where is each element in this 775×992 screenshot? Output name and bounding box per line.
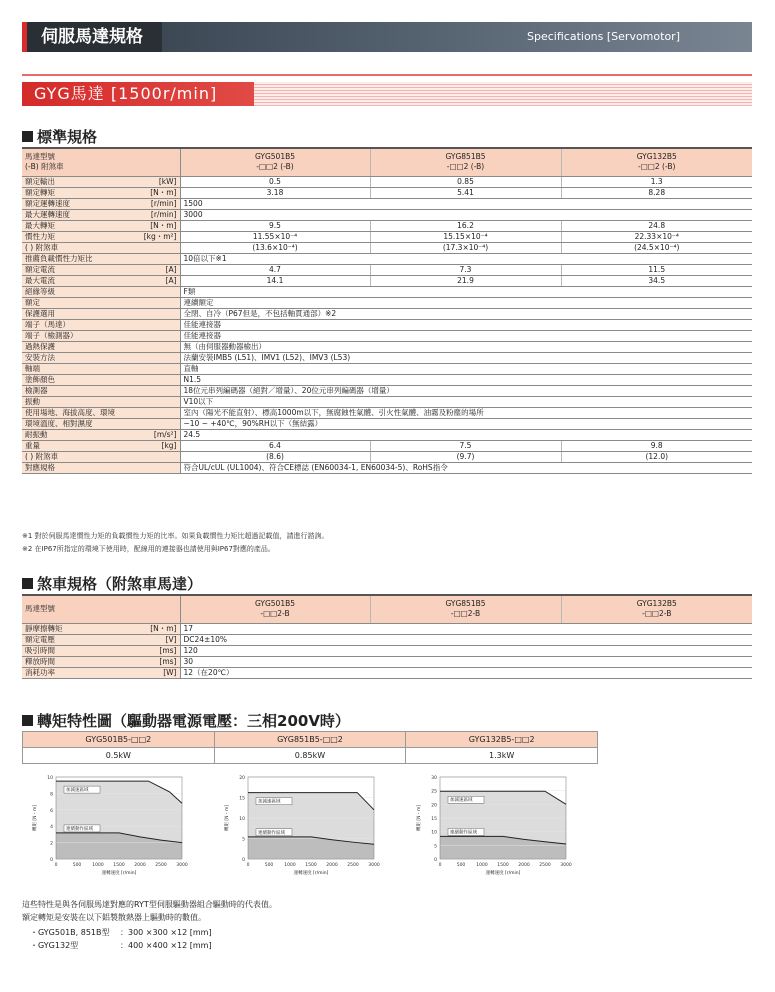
- spec-row: [22, 209, 752, 220]
- y-tick-label: 30: [431, 776, 437, 781]
- spec-row-value: (9.7): [370, 451, 561, 462]
- accel-region-label: 加減速區域: [66, 788, 89, 794]
- y-tick-label: 6: [50, 808, 53, 814]
- spec-row-label: [22, 286, 180, 297]
- spec-row-value: 0.5: [180, 176, 370, 187]
- brake-row-label: [22, 656, 180, 667]
- spec-row: [22, 220, 752, 231]
- spec-row: [22, 176, 752, 187]
- accel-region-label: 加減速區域: [258, 799, 281, 805]
- x-tick-label: 3000: [176, 863, 188, 868]
- row-label-text: 最大電流: [25, 275, 55, 285]
- spec-row-value: 9.8: [561, 440, 752, 451]
- spec-row-label: [22, 198, 180, 209]
- brake-row: [22, 623, 752, 634]
- square-icon: [22, 578, 33, 589]
- spec-row-value: 1.3: [561, 176, 752, 187]
- row-label-text: 環境溫度、相對濕度: [25, 418, 93, 428]
- spec-row: [22, 374, 752, 385]
- row-unit: [ms]: [159, 645, 177, 655]
- header-label-line: (-B) 附煞車: [25, 162, 64, 172]
- spec-row: [22, 363, 752, 374]
- brake-model-1: [180, 595, 370, 623]
- y-tick-label: 0: [242, 858, 245, 863]
- brake-row-label: [22, 667, 180, 678]
- spec-row-value: 1500: [180, 198, 752, 209]
- row-label-text: 靜摩擦轉矩: [25, 623, 63, 633]
- spec-table: [22, 147, 752, 474]
- spec-header-label: [22, 148, 180, 176]
- spec-model-2: [370, 148, 561, 176]
- brake-model-2: [370, 595, 561, 623]
- spec-heading: [22, 126, 97, 147]
- spec-row-value: 佳能連接器: [180, 319, 752, 330]
- row-unit: [m/s²]: [153, 429, 177, 439]
- torque-model-2: GYG851B5-□□2: [214, 732, 406, 748]
- y-tick-label: 25: [431, 789, 437, 795]
- row-label-text: 消耗功率: [25, 667, 55, 677]
- y-tick-label: 8: [50, 792, 53, 798]
- row-label-text: 最大運轉速度: [25, 209, 70, 219]
- brake-row: [22, 634, 752, 645]
- spec-row: [22, 418, 752, 429]
- x-tick-label: 2500: [539, 863, 551, 868]
- brake-row-value: DC24±10%: [180, 634, 752, 645]
- footer-item-model: ・GYG132型: [30, 941, 79, 950]
- spec-row-label: [22, 220, 180, 231]
- spec-row-value: V10以下: [180, 396, 752, 407]
- footer-item-2: [30, 940, 212, 951]
- x-tick-label: 1000: [92, 863, 104, 868]
- row-unit: [W]: [163, 667, 177, 677]
- footer-item-value: ：400 ×400 ×12 [mm]: [120, 941, 212, 950]
- x-tick-label: 0: [54, 863, 58, 868]
- brake-row-value: 120: [180, 645, 752, 656]
- row-unit: [ms]: [159, 656, 177, 666]
- spec-row-value: 22.33×10⁻⁴: [561, 231, 752, 242]
- torque-heading-text: 轉矩特性圖（驅動器電源電壓：三相200V時）: [37, 712, 350, 730]
- spec-row-value: (17.3×10⁻⁴): [370, 242, 561, 253]
- torque-chart-3: [412, 773, 577, 883]
- spec-row-value: N1.5: [180, 374, 752, 385]
- y-tick-label: 4: [50, 825, 53, 831]
- y-tick-label: 0: [434, 858, 437, 863]
- row-label-text: 保護選用: [25, 308, 55, 318]
- row-label-text: 額定轉矩: [25, 187, 55, 197]
- row-label-text: 吸引時間: [25, 645, 55, 655]
- spec-row-value: −10 ~ +40℃，90%RH以下（無結露）: [180, 418, 752, 429]
- torque-heading: [22, 710, 350, 731]
- spec-row-value: (8.6): [180, 451, 370, 462]
- header-label-line: 馬達型號: [25, 604, 55, 614]
- x-tick-label: 2500: [155, 863, 167, 868]
- spec-row-value: 符合UL/cUL (UL1004)、符合CE標誌 (EN60034-1, EN60034-5)、RoHS指令: [180, 462, 752, 473]
- spec-row-value: (12.0): [561, 451, 752, 462]
- spec-row-value: 0.85: [370, 176, 561, 187]
- spec-row: [22, 198, 752, 209]
- row-label-text: 對應規格: [25, 462, 55, 472]
- spec-row-label: [22, 363, 180, 374]
- spec-row: [22, 396, 752, 407]
- y-tick-label: 10: [431, 830, 437, 836]
- spec-row-label: [22, 418, 180, 429]
- continuous-region-label: 連續動作區域: [66, 826, 93, 832]
- spec-row-value: 9.5: [180, 220, 370, 231]
- row-label-text: 推薦負載慣性力矩比: [25, 253, 93, 263]
- row-label-text: 振動: [25, 396, 40, 406]
- y-tick-label: 15: [239, 796, 245, 802]
- brake-heading: [22, 573, 202, 594]
- torque-model-table: [22, 731, 598, 764]
- spec-row-label: [22, 242, 180, 253]
- model-name: GYG132B5: [636, 152, 677, 162]
- row-unit: [kg]: [161, 440, 177, 450]
- spec-row: [22, 385, 752, 396]
- spec-row: [22, 187, 752, 198]
- spec-row-label: [22, 429, 180, 440]
- model-suffix: -□□2 (-B): [256, 162, 294, 172]
- spec-row-label: [22, 374, 180, 385]
- spec-row: [22, 264, 752, 275]
- x-axis-label: 運轉速度 [r/min]: [293, 871, 329, 876]
- x-tick-label: 1500: [113, 863, 125, 868]
- x-tick-label: 3000: [560, 863, 572, 868]
- spec-row-label: [22, 451, 180, 462]
- spec-row: [22, 242, 752, 253]
- brake-row-value: 17: [180, 623, 752, 634]
- x-tick-label: 2000: [134, 863, 146, 868]
- spec-model-1: [180, 148, 370, 176]
- footer-line-1: 這些特性是與各伺服馬達對應的RYT型伺服驅動器組合驅動時的代表值。: [22, 900, 277, 909]
- spec-row-label: [22, 319, 180, 330]
- spec-row-value: 直軸: [180, 363, 752, 374]
- x-tick-label: 1000: [284, 863, 296, 868]
- y-tick-label: 5: [242, 837, 245, 843]
- model-suffix: -□□2 (-B): [638, 162, 676, 172]
- row-label-text: 過熱保護: [25, 341, 55, 351]
- spec-heading-text: 標準規格: [37, 128, 98, 146]
- row-label-text: 耐振動: [25, 429, 48, 439]
- continuous-region-label: 連續動作區域: [450, 830, 477, 836]
- y-axis-label: 轉矩 [N・m]: [225, 804, 230, 832]
- spec-row-value: 11.5: [561, 264, 752, 275]
- spec-row: [22, 462, 752, 473]
- row-unit: [N・m]: [150, 623, 177, 633]
- row-unit: [kg・m²]: [143, 231, 177, 241]
- row-label-text: 重量: [25, 440, 40, 450]
- spec-row-value: 8.28: [561, 187, 752, 198]
- x-axis-label: 運轉速度 [r/min]: [101, 871, 137, 876]
- row-label-text: 額定電壓: [25, 634, 55, 644]
- accel-region-label: 加減速區域: [450, 798, 473, 804]
- spec-row-value: 10倍以下※1: [180, 253, 752, 264]
- model-name: GYG501B5: [254, 152, 296, 162]
- y-axis-label: 轉矩 [N・m]: [33, 804, 38, 832]
- brake-row-value: 30: [180, 656, 752, 667]
- x-tick-label: 0: [438, 863, 442, 868]
- section-bar: [22, 82, 752, 106]
- x-tick-label: 1500: [305, 863, 317, 868]
- x-tick-label: 1500: [497, 863, 509, 868]
- x-tick-label: 2500: [347, 863, 359, 868]
- row-unit: [A]: [165, 264, 177, 274]
- row-unit: [N・m]: [150, 220, 177, 230]
- footer-item-1: [30, 927, 212, 938]
- spec-row-label: [22, 231, 180, 242]
- model-name: GYG501B5: [254, 599, 296, 609]
- spec-row: [22, 253, 752, 264]
- torque-model-3: GYG132B5-□□2: [406, 732, 598, 748]
- brake-row-value: 12（在20℃）: [180, 667, 752, 678]
- spec-row: [22, 297, 752, 308]
- spec-row-value: 16.2: [370, 220, 561, 231]
- x-tick-label: 1000: [476, 863, 488, 868]
- model-name: GYG132B5: [636, 599, 677, 609]
- y-tick-label: 10: [239, 817, 245, 822]
- spec-row-label: [22, 209, 180, 220]
- spec-row: [22, 407, 752, 418]
- x-tick-label: 500: [456, 863, 466, 868]
- torque-power-1: 0.5kW: [23, 748, 215, 764]
- x-tick-label: 0: [246, 863, 250, 868]
- spec-row-value: 無（由伺服器動器檢出）: [180, 341, 752, 352]
- x-tick-label: 3000: [368, 863, 380, 868]
- x-tick-label: 500: [264, 863, 274, 868]
- spec-row-label: [22, 385, 180, 396]
- brake-row: [22, 645, 752, 656]
- spec-row-label: [22, 407, 180, 418]
- brake-header-row: [22, 595, 752, 623]
- spec-row-label: [22, 275, 180, 286]
- brake-row-label: [22, 623, 180, 634]
- y-tick-label: 2: [50, 841, 53, 847]
- spec-row-value: 佳能連接器: [180, 330, 752, 341]
- spec-row-label: [22, 352, 180, 363]
- square-icon: [22, 131, 33, 142]
- square-icon: [22, 715, 33, 726]
- brake-model-3: [561, 595, 752, 623]
- row-label-text: 額定電流: [25, 264, 55, 274]
- page-header: [22, 22, 752, 52]
- spec-row-label: [22, 187, 180, 198]
- row-unit: [kW]: [158, 176, 177, 186]
- brake-row-label: [22, 645, 180, 656]
- spec-row: [22, 286, 752, 297]
- spec-row-value: 3000: [180, 209, 752, 220]
- y-tick-label: 15: [431, 817, 437, 822]
- model-suffix: -□□2-B: [642, 609, 672, 619]
- spec-row-value: 3.18: [180, 187, 370, 198]
- spec-row-value: 11.55×10⁻⁴: [180, 231, 370, 242]
- row-label-text: 端子（檢測器）: [25, 330, 78, 340]
- spec-row-label: [22, 440, 180, 451]
- spec-row-label: [22, 297, 180, 308]
- spec-row-value: (13.6×10⁻⁴): [180, 242, 370, 253]
- spec-row-value: 14.1: [180, 275, 370, 286]
- brake-row: [22, 667, 752, 678]
- spec-row-value: 全閉、自冷（P67但是，不包括軸貫通部）※2: [180, 308, 752, 319]
- row-label-text: 端子（馬達）: [25, 319, 70, 329]
- torque-model-1: GYG501B5-□□2: [23, 732, 215, 748]
- torque-power-3: 1.3kW: [406, 748, 598, 764]
- row-label-text: 檢測器: [25, 385, 48, 395]
- y-axis-label: 轉矩 [N・m]: [417, 804, 422, 832]
- y-tick-label: 5: [434, 844, 437, 850]
- spec-row: [22, 275, 752, 286]
- spec-row-value: 34.5: [561, 275, 752, 286]
- divider: [22, 74, 752, 76]
- spec-model-3: [561, 148, 752, 176]
- y-tick-label: 0: [50, 858, 53, 863]
- y-tick-label: 20: [431, 803, 437, 809]
- model-name: GYG851B5: [445, 599, 486, 609]
- spec-row: [22, 330, 752, 341]
- row-label-text: 絕緣等級: [25, 286, 55, 296]
- footer-line-2: 額定轉矩是安裝在以下鋁製散熱器上驅動時的數值。: [22, 913, 206, 922]
- x-tick-label: 2000: [326, 863, 338, 868]
- spec-row: [22, 308, 752, 319]
- spec-row-value: 15.15×10⁻⁴: [370, 231, 561, 242]
- page-subtitle: Specifications [Servomotor]: [527, 30, 680, 43]
- spec-row-label: [22, 176, 180, 187]
- y-tick-label: 20: [239, 776, 245, 781]
- row-label-text: 額定運轉速度: [25, 198, 70, 208]
- brake-row-label: [22, 634, 180, 645]
- spec-row-value: 7.5: [370, 440, 561, 451]
- model-suffix: -□□2-B: [260, 609, 290, 619]
- continuous-region-label: 連續動作區域: [258, 830, 285, 836]
- row-label-text: 額定輸出: [25, 176, 55, 186]
- spec-row-value: 24.5: [180, 429, 752, 440]
- spec-note-2: ※2 在IP67所指定的環境下使用時，配線用的連接器也請使用與IP67對應的產品。: [22, 545, 275, 553]
- model-suffix: -□□2 (-B): [446, 162, 485, 172]
- spec-row-value: 21.9: [370, 275, 561, 286]
- page-title: 伺服馬達規格: [22, 22, 162, 52]
- row-unit: [r/min]: [150, 198, 177, 208]
- row-label-text: 最大轉矩: [25, 220, 55, 230]
- torque-power-2: 0.85kW: [214, 748, 406, 764]
- footer-item-value: ：300 ×300 ×12 [mm]: [120, 928, 212, 937]
- spec-row-value: 24.8: [561, 220, 752, 231]
- spec-row: [22, 352, 752, 363]
- torque-chart-2: [220, 773, 385, 883]
- row-label-text: ( ) 附煞車: [25, 451, 59, 461]
- spec-row-label: [22, 264, 180, 275]
- spec-row-label: [22, 462, 180, 473]
- spec-row-value: 7.3: [370, 264, 561, 275]
- brake-header-label: [22, 595, 180, 623]
- row-label-text: 軸端: [25, 363, 40, 373]
- spec-row-label: [22, 341, 180, 352]
- spec-row: [22, 440, 752, 451]
- row-label-text: 額定: [25, 297, 40, 307]
- spec-row-value: 6.4: [180, 440, 370, 451]
- row-label-text: ( ) 附煞車: [25, 242, 59, 252]
- header-label-line: 馬達型號: [25, 152, 55, 162]
- spec-row-value: (24.5×10⁻⁴): [561, 242, 752, 253]
- spec-row-value: 室內（陽光不能直射）、標高1000m以下，無腐蝕性氣體、引火性氣體、油霧及粉塵的場所: [180, 407, 752, 418]
- torque-chart-1: [28, 773, 193, 883]
- brake-row: [22, 656, 752, 667]
- spec-row: [22, 429, 752, 440]
- y-tick-label: 10: [47, 776, 53, 781]
- model-suffix: -□□2-B: [450, 609, 481, 619]
- spec-row-label: [22, 308, 180, 319]
- row-unit: [r/min]: [150, 209, 177, 219]
- row-unit: [A]: [165, 275, 177, 285]
- row-label-text: 慣性力矩: [25, 231, 55, 241]
- spec-row: [22, 341, 752, 352]
- spec-row-value: 連續額定: [180, 297, 752, 308]
- x-tick-label: 2000: [518, 863, 530, 868]
- x-axis-label: 運轉速度 [r/min]: [485, 871, 521, 876]
- row-label-text: 釋放時間: [25, 656, 55, 666]
- spec-row-value: 法蘭安裝IMB5 (L51)、IMV1 (L52)、IMV3 (L53): [180, 352, 752, 363]
- row-label-text: 塗飾顏色: [25, 374, 55, 384]
- spec-row: [22, 451, 752, 462]
- spec-row: [22, 319, 752, 330]
- model-name: GYG851B5: [445, 152, 486, 162]
- spec-row-value: 5.41: [370, 187, 561, 198]
- spec-row-value: 18位元串列編碼器（絕對／增量）、20位元串列編碼器（增量）: [180, 385, 752, 396]
- x-tick-label: 500: [72, 863, 82, 868]
- row-unit: [V]: [165, 634, 177, 644]
- spec-row-label: [22, 253, 180, 264]
- spec-row-value: F類: [180, 286, 752, 297]
- row-label-text: 使用場地、海拔高度、環境: [25, 407, 115, 417]
- brake-table: [22, 594, 752, 679]
- row-unit: [N・m]: [150, 187, 177, 197]
- footer-item-model: ・GYG501B, 851B型: [30, 928, 110, 937]
- spec-row: [22, 231, 752, 242]
- spec-row-value: 4.7: [180, 264, 370, 275]
- spec-row-label: [22, 330, 180, 341]
- spec-note-1: ※1 對於伺服馬達慣性力矩的負載慣性力矩的比率。如果負載慣性力矩比超過記載值，請進行諮詢。: [22, 532, 329, 540]
- spec-row-label: [22, 396, 180, 407]
- section-title: GYG馬達 [1500r/min]: [22, 82, 254, 106]
- spec-header-row: [22, 148, 752, 176]
- row-label-text: 安裝方法: [25, 352, 55, 362]
- brake-heading-text: 煞車規格（附煞車馬達）: [37, 575, 203, 593]
